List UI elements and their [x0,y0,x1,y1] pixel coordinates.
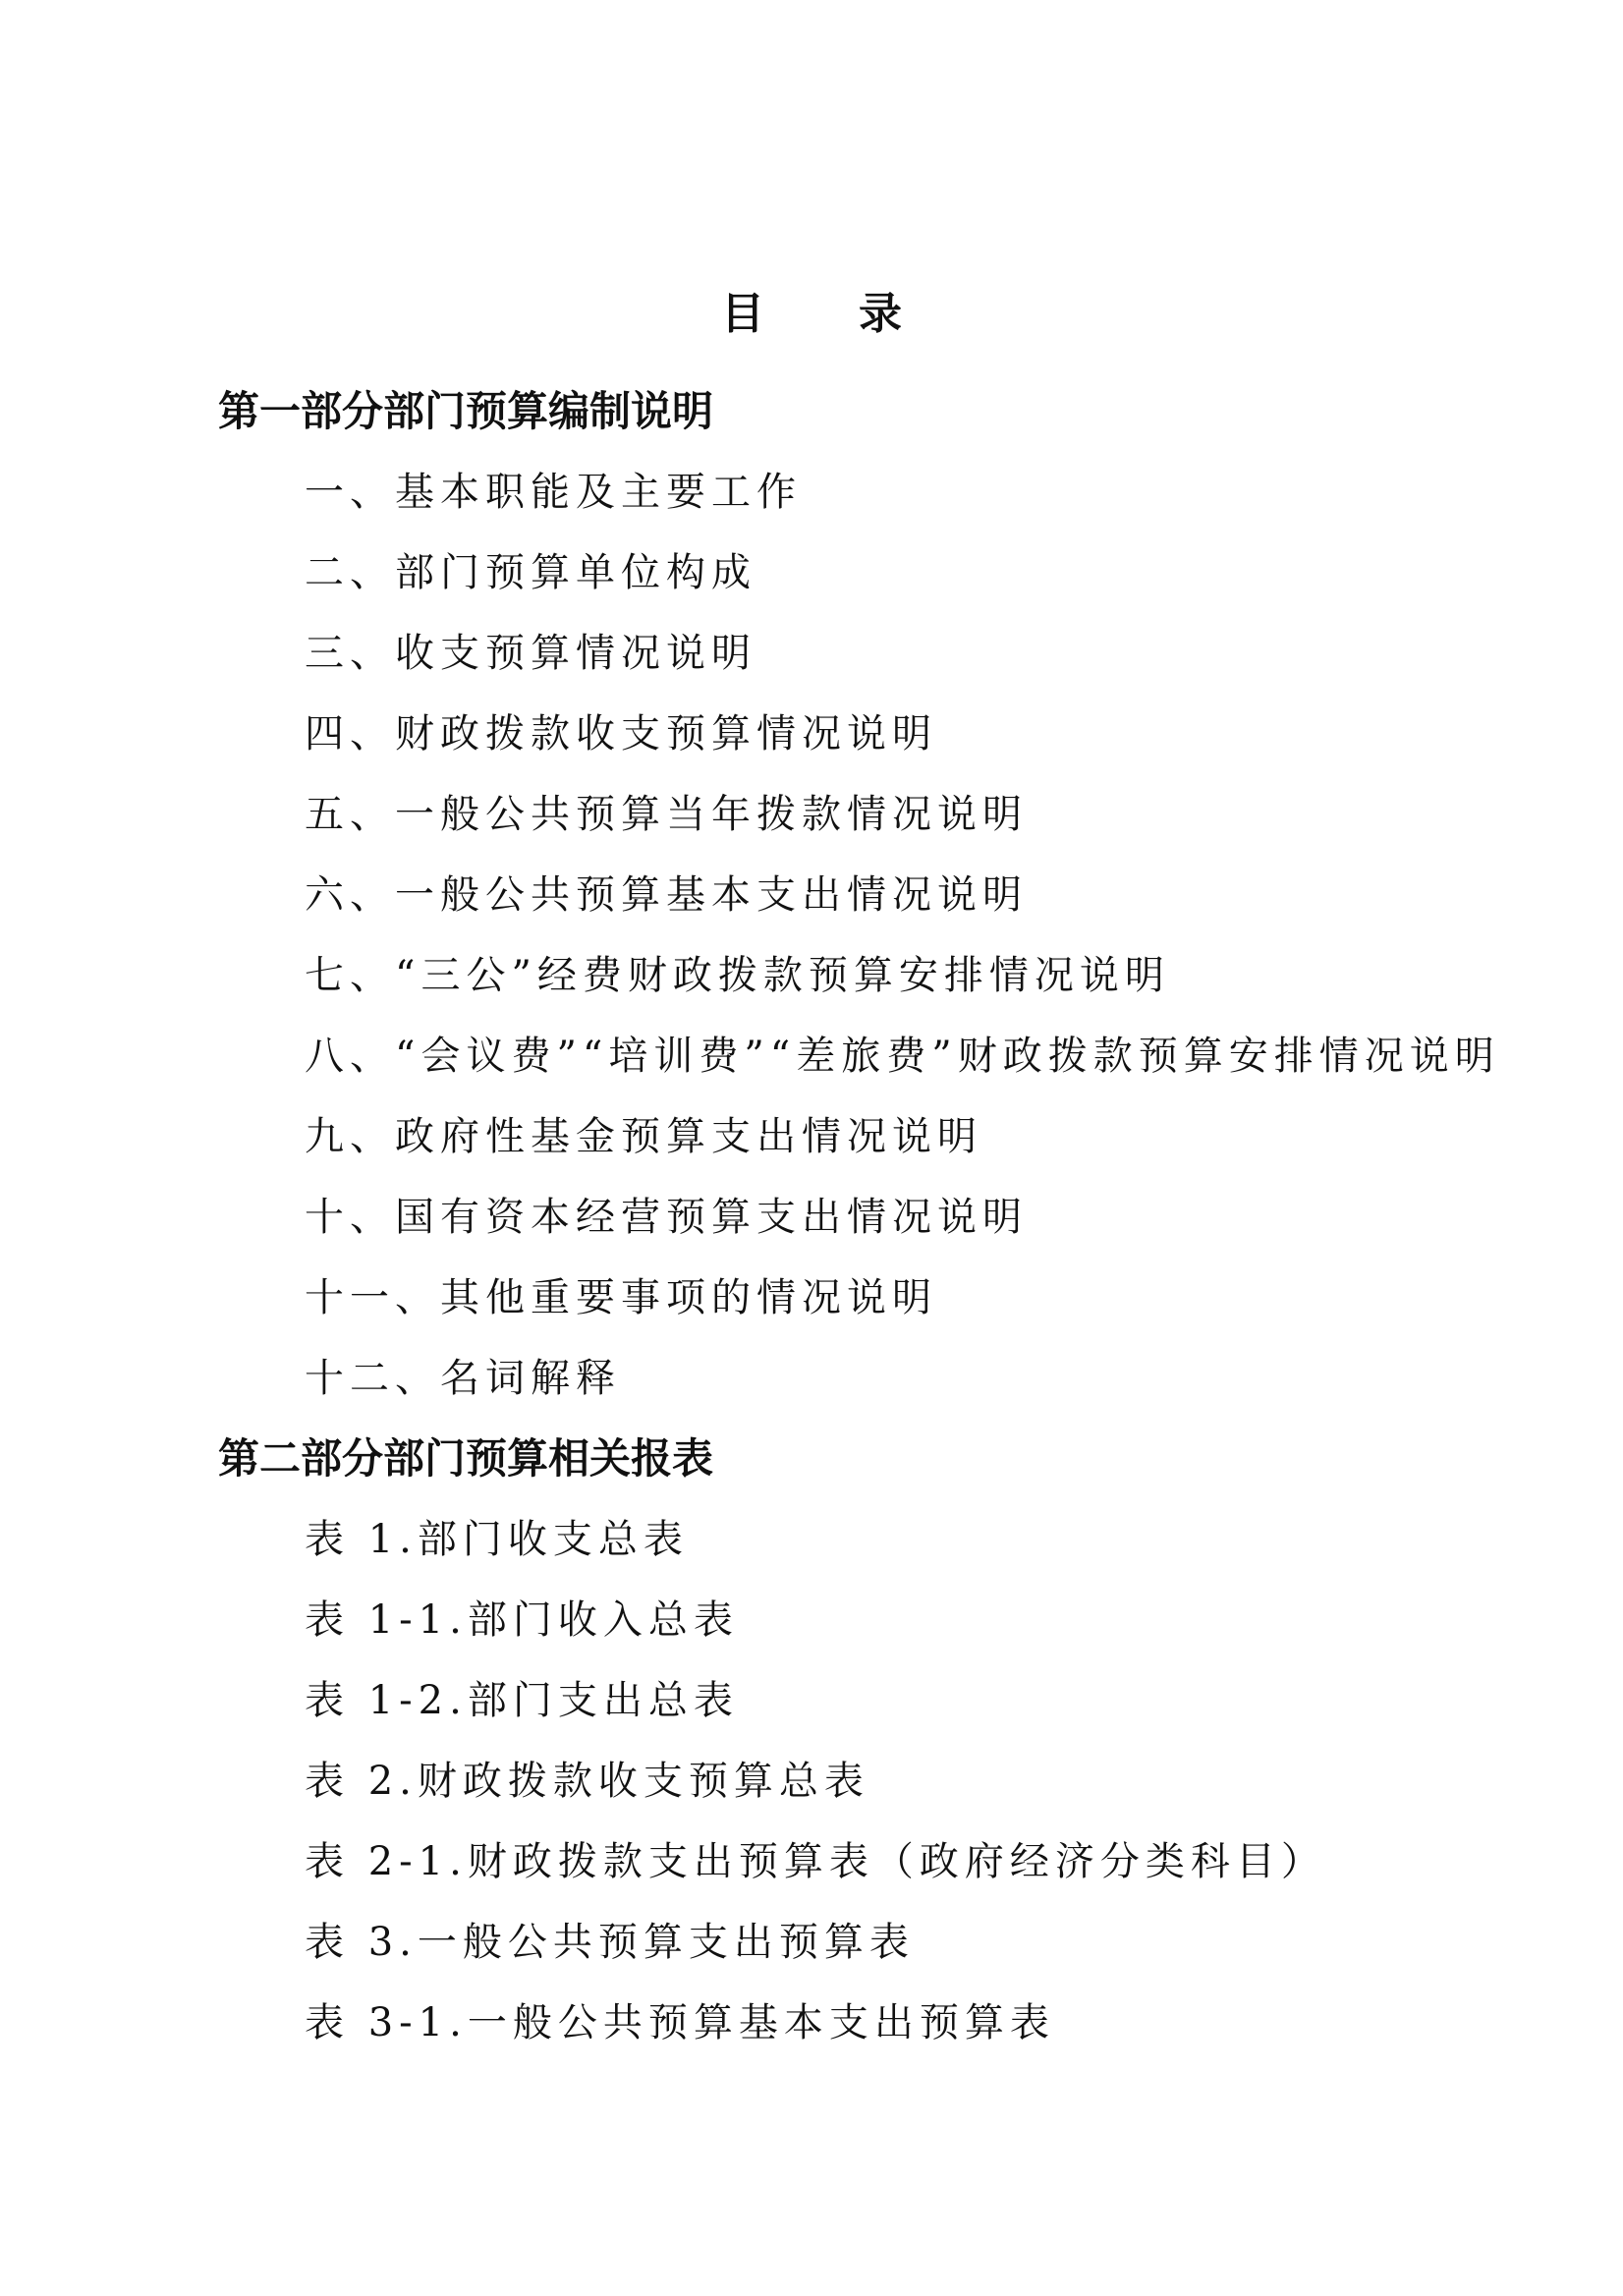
part2-heading: 第二部分部门预算相关报表 [218,1434,714,1483]
toc-item: 表 2.财政拨款收支预算总表 [305,1759,869,1804]
toc-item: 九、政府性基金预算支出情况说明 [305,1114,982,1159]
toc-item: 十、国有资本经营预算支出情况说明 [305,1195,1028,1240]
table-of-contents [218,371,1500,2063]
toc-item: 表 1-1.部门收入总表 [305,1597,739,1643]
toc-item: 表 1-2.部门支出总表 [305,1678,739,1723]
toc-item: 表 3-1.一般公共预算基本支出预算表 [305,2000,1055,2045]
title-char: 录 [859,289,902,339]
toc-item: 十一、其他重要事项的情况说明 [305,1275,937,1320]
toc-item: 七、“三公”经费财政拨款预算安排情况说明 [305,953,1170,998]
toc-item: 三、收支预算情况说明 [305,631,756,676]
toc-item: 表 2-1.财政拨款支出预算表（政府经济分类科目） [305,1839,1326,1884]
toc-item: 十二、名词解释 [305,1356,621,1401]
toc-item: 五、一般公共预算当年拨款情况说明 [305,792,1028,837]
page-title [0,287,1623,342]
toc-item: 一、基本职能及主要工作 [305,470,802,515]
toc-item: 表 1.部门收支总表 [305,1517,689,1562]
toc-item: 二、部门预算单位构成 [305,550,756,595]
toc-item: 八、“会议费”“培训费”“差旅费”财政拨款预算安排情况说明 [305,1034,1500,1079]
toc-item: 表 3.一般公共预算支出预算表 [305,1920,915,1965]
toc-item: 六、一般公共预算基本支出情况说明 [305,872,1028,918]
title-char: 目 [721,289,764,339]
part1-heading: 第一部分部门预算编制说明 [218,387,714,435]
toc-item: 四、财政拨款收支预算情况说明 [305,711,937,756]
